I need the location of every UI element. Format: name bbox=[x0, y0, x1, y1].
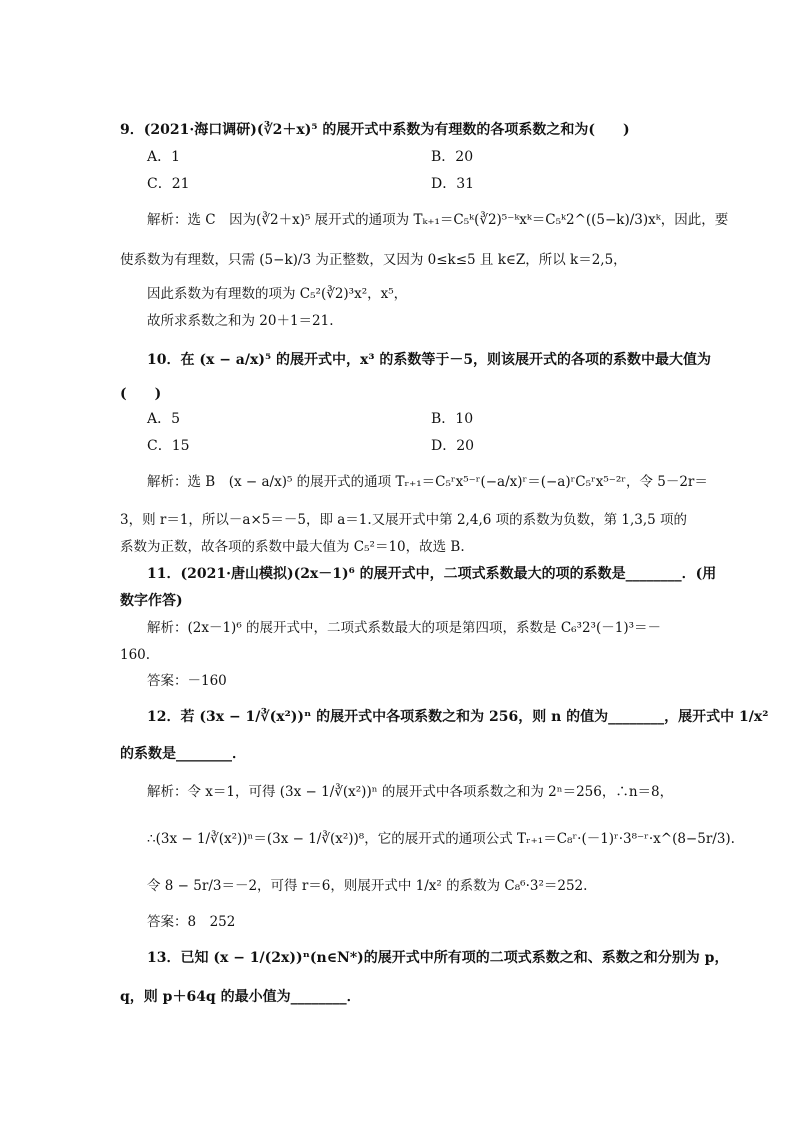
q11-solution-line-2: 160. bbox=[120, 647, 151, 663]
q9-solution-line-1: 解析：选 C 因为(∛2＋x)⁵ 展开式的通项为 Tₖ₊₁＝C₅ᵏ(∛2)⁵⁻ᵏxᵏ＝C₅ᵏ2^((5−k)/3)xᵏ，因此，要 bbox=[147, 212, 729, 228]
q10-option-a: A．5 bbox=[147, 411, 181, 427]
q9-option-c: C．21 bbox=[147, 176, 190, 192]
q13-stem-line-1: 13．已知 (x − 1/(2x))ⁿ(n∈N*)的展开式中所有项的二项式系数之和、系数之和分别为 p， bbox=[147, 950, 729, 966]
q9-option-d: D．31 bbox=[431, 176, 475, 192]
q9-option-b: B．20 bbox=[431, 149, 474, 165]
q10-stem-line-1: 10．在 (x − a/x)⁵ 的展开式中，x³ 的系数等于－5，则该展开式的各项的系数中最大值为 bbox=[147, 352, 712, 368]
q10-option-d: D．20 bbox=[431, 438, 475, 454]
q12-solution-line-1: 解析：令 x＝1，可得 (3x − 1/∛(x²))ⁿ 的展开式中各项系数之和为 2ⁿ＝256，∴n＝8， bbox=[147, 784, 674, 800]
q11-stem-line-1: 11．(2021·唐山模拟)(2x－1)⁶ 的展开式中，二项式系数最大的项的系数是________．(用 bbox=[147, 566, 717, 582]
q11-solution-line-1: 解析：(2x－1)⁶ 的展开式中，二项式系数最大的项是第四项，系数是 C₆³2³(－1)³＝－ bbox=[147, 620, 662, 636]
q9-solution-line-3: 因此系数为有理数的项为 C₅²(∛2)³x²，x⁵， bbox=[147, 286, 408, 302]
q13-stem-line-2: q，则 p＋64q 的最小值为________． bbox=[120, 989, 361, 1005]
q10-option-c: C．15 bbox=[147, 438, 190, 454]
q9-stem: 9．(2021·海口调研)(∛2＋x)⁵ 的展开式中系数为有理数的各项系数之和为( ) bbox=[120, 122, 630, 138]
q9-solution-line-4: 故所求系数之和为 20＋1＝21. bbox=[147, 313, 334, 329]
q12-stem-line-1: 12．若 (3x − 1/∛(x²))ⁿ 的展开式中各项系数之和为 256，则 n 的值为________，展开式中 1/x² bbox=[147, 709, 769, 725]
q10-stem-line-2: ( ) bbox=[120, 386, 162, 402]
q10-solution-line-3: 系数为正数，故各项的系数中最大值为 C₅²＝10，故选 B. bbox=[120, 539, 465, 555]
q9-solution-line-2: 使系数为有理数，只需 (5−k)/3 为正整数，又因为 0≤k≤5 且 k∈Z，所以 k＝2,5， bbox=[120, 252, 627, 268]
q10-solution-line-1: 解析：选 B (x − a/x)⁵ 的展开式的通项 Tᵣ₊₁＝C₅ʳx⁵⁻ʳ(−a/x)ʳ＝(−a)ʳC₅ʳx⁵⁻²ʳ，令 5－2r＝ bbox=[147, 474, 708, 490]
q12-solution-line-3: 令 8 − 5r/3＝－2，可得 r＝6，则展开式中 1/x² 的系数为 C₈⁶·3²＝252. bbox=[147, 878, 588, 894]
q10-solution-line-2: 3，则 r＝1，所以－a×5＝－5，即 a＝1.又展开式中第 2,4,6 项的系数为负数，第 1,3,5 项的 bbox=[120, 512, 688, 528]
q9-option-a: A．1 bbox=[147, 149, 181, 165]
q12-answer: 答案：8 252 bbox=[147, 914, 236, 930]
q12-stem-line-2: 的系数是________． bbox=[120, 746, 246, 762]
q11-answer: 答案：－160 bbox=[147, 673, 227, 689]
q11-stem-line-2: 数字作答) bbox=[120, 593, 183, 609]
q12-solution-line-2: ∴(3x − 1/∛(x²))ⁿ＝(3x − 1/∛(x²))⁸，它的展开式的通项公式 Tᵣ₊₁＝C₈ʳ·(－1)ʳ·3⁸⁻ʳ·x^(8−5r/3). bbox=[147, 831, 735, 847]
q10-option-b: B．10 bbox=[431, 411, 474, 427]
